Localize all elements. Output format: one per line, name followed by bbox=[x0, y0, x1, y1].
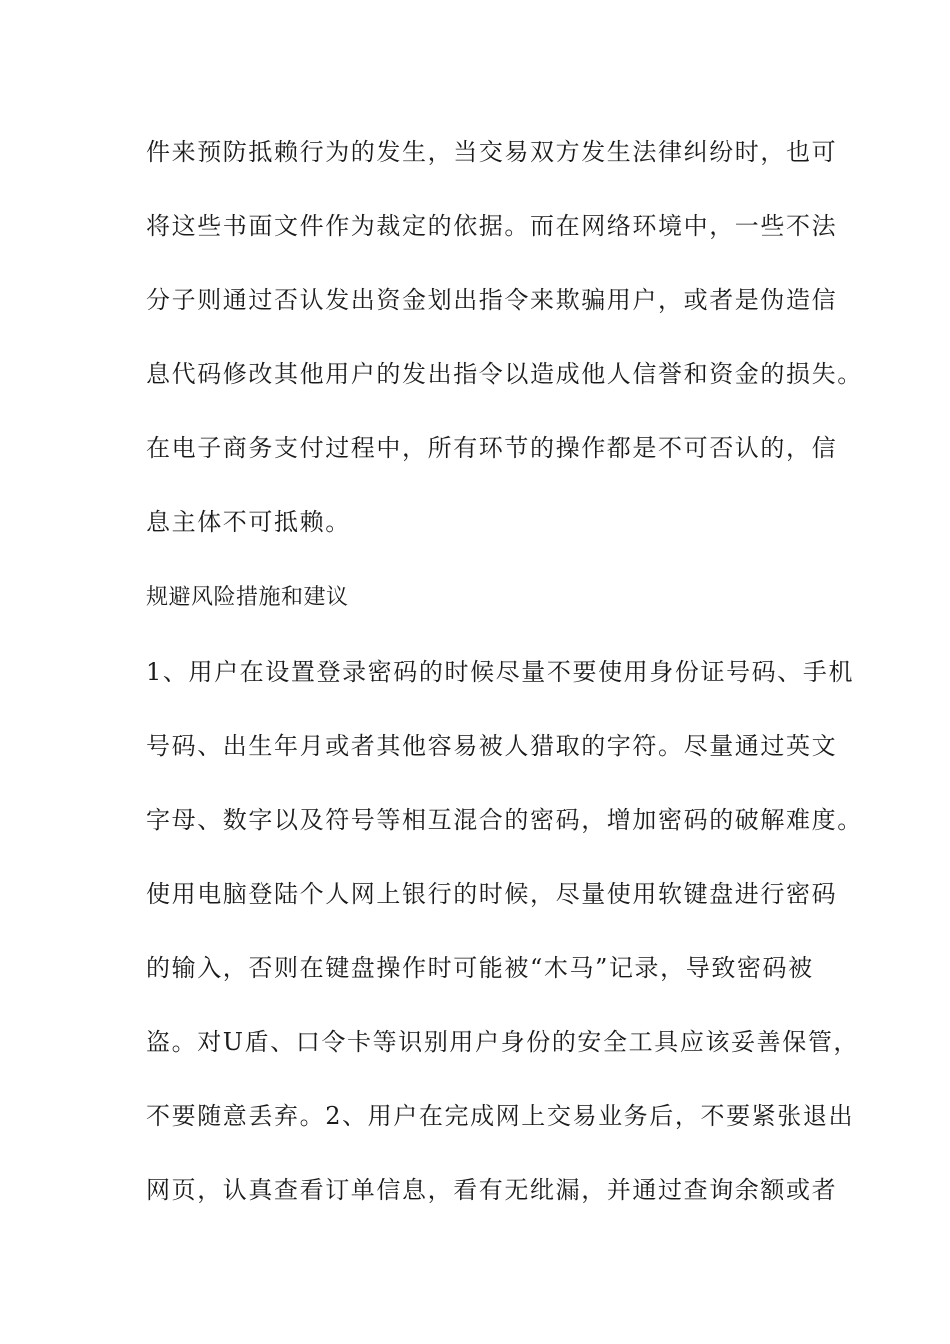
text-line: 息代码修改其他用户的发出指令以造成他人信誉和资金的损失。 bbox=[146, 360, 863, 388]
text-line: 1、用户在设置登录密码的时候尽量不要使用身份证号码、手机 bbox=[146, 658, 855, 686]
text-line: 息主体不可抵赖。 bbox=[146, 508, 351, 536]
text-line: 将这些书面文件作为裁定的依据。而在网络环境中，一些不法 bbox=[146, 212, 838, 240]
text-line: 字母、数字以及符号等相互混合的密码，增加密码的破解难度。 bbox=[146, 806, 863, 834]
text-line: 不要随意丢弃。2、用户在完成网上交易业务后，不要紧张退出 bbox=[146, 1102, 855, 1130]
text-line: 网页，认真查看订单信息，看有无纰漏，并通过查询余额或者 bbox=[146, 1176, 838, 1204]
text-line: 的输入，否则在键盘操作时可能被“木马”记录，导致密码被 bbox=[146, 954, 814, 982]
section-heading: 规避风险措施和建议 bbox=[146, 585, 349, 610]
text-line: 使用电脑登陆个人网上银行的时候，尽量使用软键盘进行密码 bbox=[146, 880, 838, 908]
text-line: 分子则通过否认发出资金划出指令来欺骗用户，或者是伪造信 bbox=[146, 286, 838, 314]
text-line: 件来预防抵赖行为的发生，当交易双方发生法律纠纷时，也可 bbox=[146, 138, 838, 166]
text-line: 盗。对U盾、口令卡等识别用户身份的安全工具应该妥善保管， bbox=[146, 1028, 860, 1056]
text-line: 在电子商务支付过程中，所有环节的操作都是不可否认的，信 bbox=[146, 434, 838, 462]
text-line: 号码、出生年月或者其他容易被人猎取的字符。尽量通过英文 bbox=[146, 732, 838, 760]
